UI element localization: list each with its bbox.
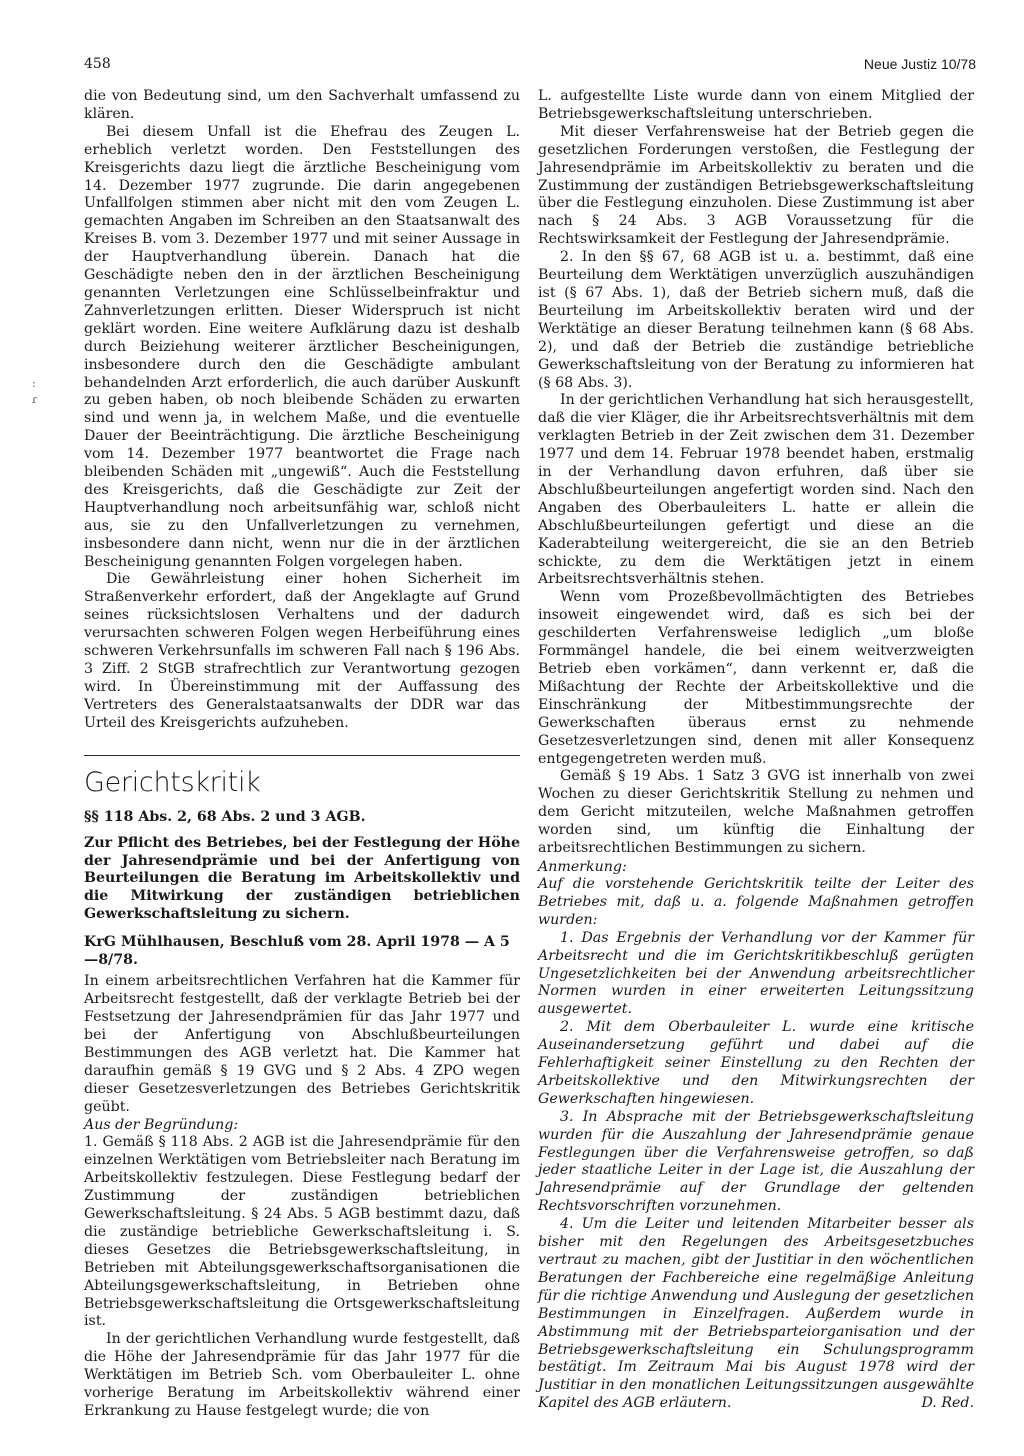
page-header [84,56,976,76]
note-paragraph: 2. Mit dem Oberbauleiter L. wurde eine kritische Auseinandersetzung geführt und dabei auf die Fehlerhaftigkeit seiner Einstellung zu den Rechten der Arbeitskollektive und den Mitwirkungsrechten der Gewerkschaften hingewiesen. [538,1019,974,1107]
paragraph: die von Bedeutung sind, um den Sachverhalt umfassend zu klären. [84,88,520,122]
right-column [538,88,974,1413]
section-divider [84,755,520,756]
margin-mark: : [32,377,36,390]
paragraph: Mit dieser Verfahrensweise hat der Betrieb gegen die gesetzlichen Forderungen verstoßen, die Festlegung der Jahresendprämie im Arbeitskollektiv zu beraten und die Zustimmung der zuständigen Betriebsgewerkschaftsleitung über die Festlegung einzuholen. Diese Zustimmung ist aber nach § 24 Abs. 3 AGB Voraussetzung für die Rechtswirksamkeit der Festlegung der Jahresendprämie. [538,123,974,248]
journal-title: Neue Justiz 10/78 [863,56,976,72]
page-number: 458 [84,56,111,72]
paragraph: In einem arbeitsrechtlichen Verfahren hat die Kammer für Arbeitsrecht festgestellt, daß der verklagte Betrieb bei der Festsetzung der Jahresendprämien für das Jahr 1977 und bei der Anfertigung von Abschlußbeurteilungen Bestimmungen des AGB verletzt hat. Die Kammer hat daraufhin gemäß § 19 GVG und § 2 Abs. 4 ZPO wegen dieser Gesetzesverletzungen des Betriebes Gerichtskritik geübt. [84,973,520,1115]
margin-mark: ɾ [32,393,37,406]
note-paragraph: 4. Um die Leiter und leitenden Mitarbeiter besser als bisher mit den Regelungen des Arbeitsgesetzbuches vertraut zu machen, gibt der Justitiar in den wöchentlichen Beratungen der Fachbereiche eine regelmäßige Anleitung für die richtige Anwendung und Auslegung der gesetzlichen Bestimmungen in Einzelfragen. Außerdem wurde in Abstimmung mit der Betriebsparteiorganisation und der Betriebsgewerkschaftsleitung ein Schulungsprogramm bestätigt. Im Zeitraum Mai bis August 1978 wird der Justitiar in den monatlichen Leitungssitzungen ausgewählte Kapitel des AGB erläutern. [538,1216,974,1412]
paragraph: Gemäß § 19 Abs. 1 Satz 3 GVG ist innerhalb von zwei Wochen zu dieser Gerichtskritik Stellung zu nehmen und dem Gericht mitzuteilen, welche Maßnahmen getroffen worden sind, um künftig die Einhaltung der arbeitsrechtlichen Bestimmungen zu sichern. [538,768,974,857]
decision-citation: KrG Mühlhausen, Beschluß vom 28. April 1978 — A 5—8/78. [84,934,510,969]
paragraph: 2. In den §§ 67, 68 AGB ist u. a. bestimmt, daß eine Beurteilung dem Werktätigen unverzüglich auszuhändigen ist (§ 67 Abs. 1), daß der Betrieb sichern muß, daß die Beurteilung im Arbeitskollektiv beraten wird und der Werktätige an dieser Beratung teilnehmen kann (§ 68 Abs. 2), und daß der Betrieb die zuständige betriebliche Gewerkschaftsleitung von der Beratung zu informieren hat (§ 68 Abs. 3). [538,249,974,391]
paragraph: In der gerichtlichen Verhandlung hat sich herausgestellt, daß die vier Kläger, die ihr Arbeitsrechtsverhältnis mit dem verklagten Betrieb in der Zeit zwischen dem 31. Dezember 1977 und dem 14. Februar 1978 beendet haben, erstmalig in der Verhandlung davon erfuhren, daß über sie Abschlußbeurteilungen angefertigt worden sind. Nach den Angaben des Oberbauleiters L. hatte er allein die Abschlußbeurteilungen gefertigt und diese an die Kaderabteilung weitergereicht, die sie an den Betrieb schickte, zu dem die Werktätigen jetzt in einem Arbeitsrechtsverhältnis stehen. [538,392,974,588]
note-paragraph: Auf die vorstehende Gerichtskritik teilte der Leiter des Betriebes mit, daß u. a. folgende Maßnahmen getroffen wurden: [538,875,974,928]
paragraph: Bei diesem Unfall ist die Ehefrau des Zeugen L. erheblich verletzt worden. Den Feststellungen des Kreisgerichts dazu liegt die ärztliche Bescheinigung vom 14. Dezember 1977 zugrunde. Die darin angegebenen Unfallfolgen stimmen aber nicht mit den vom Zeugen L. gemachten Angaben im Schreiben an den Staatsanwalt des Kreises B. vom 3. Dezember 1977 und mit seiner Aussage in der Hauptverhandlung überein. Danach hat die Geschädigte neben den in der ärztlichen Bescheinigung genannten Verletzungen eine Schlüsselbeinfraktur und Zahnverletzungen erlitten. Dieser Widerspruch ist nicht geklärt worden. Eine weitere Aufklärung dazu ist deshalb durch Beiziehung weiterer ärztlicher Bescheinigungen, insbesondere durch den die Geschädigte ambulant behandelnden Arzt erforderlich, die auch darüber Auskunft zu geben haben, ob noch bleibende Schäden zu erwarten sind und wenn ja, in welchem Maße, und die eventuelle Dauer der Beeinträchtigung. Die ärztliche Bescheinigung vom 14. Dezember 1977 beantwortet die Frage nach bleibenden Schäden mit „ungewiß“. Auch die Feststellung des Kreisgerichts, daß die Geschädigte zur Zeit der Hauptverhandlung noch arbeitsunfähig war, schloß nicht aus, sie zu den Unfallverletzungen zu vernehmen, insbesondere dann nicht, wenn nur die in der ärztlichen Bescheinigung genannten Folgen vorgelegen haben. [84,123,520,570]
note-paragraph: 3. In Absprache mit der Betriebsgewerkschaftsleitung wurden für die Auszahlung der Jahresendprämie genaue Festlegungen über die Verfahrensweise getroffen, so daß jeder staatliche Leiter in der Lage ist, die Auszahlung der Jahresendprämie auf der Grundlage der geltenden Rechtsvorschriften vorzunehmen. [538,1108,974,1215]
note-paragraph: 1. Das Ergebnis der Verhandlung vor der Kammer für Arbeitsrecht und die im Gerichtskritikbeschluß gerügten Ungesetzlichkeiten bei der Anwendung arbeitsrechtlicher Normen wurden in einer erweiterten Leitungssitzung ausgewertet. [538,929,974,1018]
headnote: Zur Pflicht des Betriebes, bei der Festlegung der Höhe der Jahresendprämie und bei der Anfertigung von Beurteilungen die Beratung im Arbeitskollektiv und die Mitwirkung der zuständigen betrieblichen Gewerkschaftsleitung zu sichern. [84,834,520,923]
paragraph: Die Gewährleistung einer hohen Sicherheit im Straßenverkehr erfordert, daß der Angeklagte auf Grund seines rücksichtslosen Verhaltens und der dadurch verursachten schweren Folgen wegen Herbeiführung eines schweren Verkehrsunfalls im schweren Fall nach § 196 Abs. 3 Ziff. 2 StGB strafrechtlich zur Verantwortung gezogen wird. In Übereinstimmung mit der Auffassung des Vertreters des Generalstaatsanwalts der DDR war das Urteil des Kreisgerichts aufzuheben. [84,571,520,731]
editor-signature: D. Red. [921,1395,974,1412]
paragraph: In der gerichtlichen Verhandlung wurde festgestellt, daß die Höhe der Jahresendprämie für das Jahr 1977 für die Werktätigen im Betrieb Sch. vom Oberbauleiter L. ohne vorherige Beratung im Arbeitskollektiv während einer Erkrankung zu Hause festgelegt wurde; die von [84,1331,520,1419]
section-title: Gerichtskritik [84,766,261,798]
statute-reference: §§ 118 Abs. 2, 68 Abs. 2 und 3 AGB. [84,808,366,825]
paragraph: 1. Gemäß § 118 Abs. 2 AGB ist die Jahresendprämie für den einzelnen Werktätigen vom Betriebsleiter nach Beratung im Arbeitskollektiv festzulegen. Diese Festlegung bedarf der Zustimmung der zuständigen betrieblichen Gewerkschaftsleitung. § 24 Abs. 5 AGB bestimmt dazu, daß die zuständige betriebliche Gewerkschaftsleitung i. S. dieses Gesetzes die Betriebsgewerkschaftsleitung, in Betrieben mit Abteilungsgewerkschaftsorganisationen die Abteilungsgewerkschaftsleitung, in Betrieben ohne Betriebsgewerkschaftsleitung die Ortsgewerkschaftsleitung ist. [84,1134,520,1330]
reasons-heading: Aus der Begründung: [84,1117,239,1134]
note-heading: Anmerkung: [538,858,627,875]
paragraph: Wenn vom Prozeßbevollmächtigten des Betriebes insoweit eingewendet wird, daß es sich bei der geschilderten Verfahrensweise lediglich „um bloße Formmängel handele, die bei einem weitverzweigten Betrieb eben vorkämen“, dann verkennt er, daß die Mißachtung der Rechte der Arbeitskollektive und die Einschränkung der Mitbestimmungsrechte der Gewerkschaften überaus ernst zu nehmende Gesetzesverletzungen sind, denen mit aller Konsequenz entgegengetreten werden muß. [538,589,974,767]
paragraph: L. aufgestellte Liste wurde dann von einem Mitglied der Betriebsgewerkschaftsleitung unterschrieben. [538,88,974,122]
left-column [84,88,520,1421]
